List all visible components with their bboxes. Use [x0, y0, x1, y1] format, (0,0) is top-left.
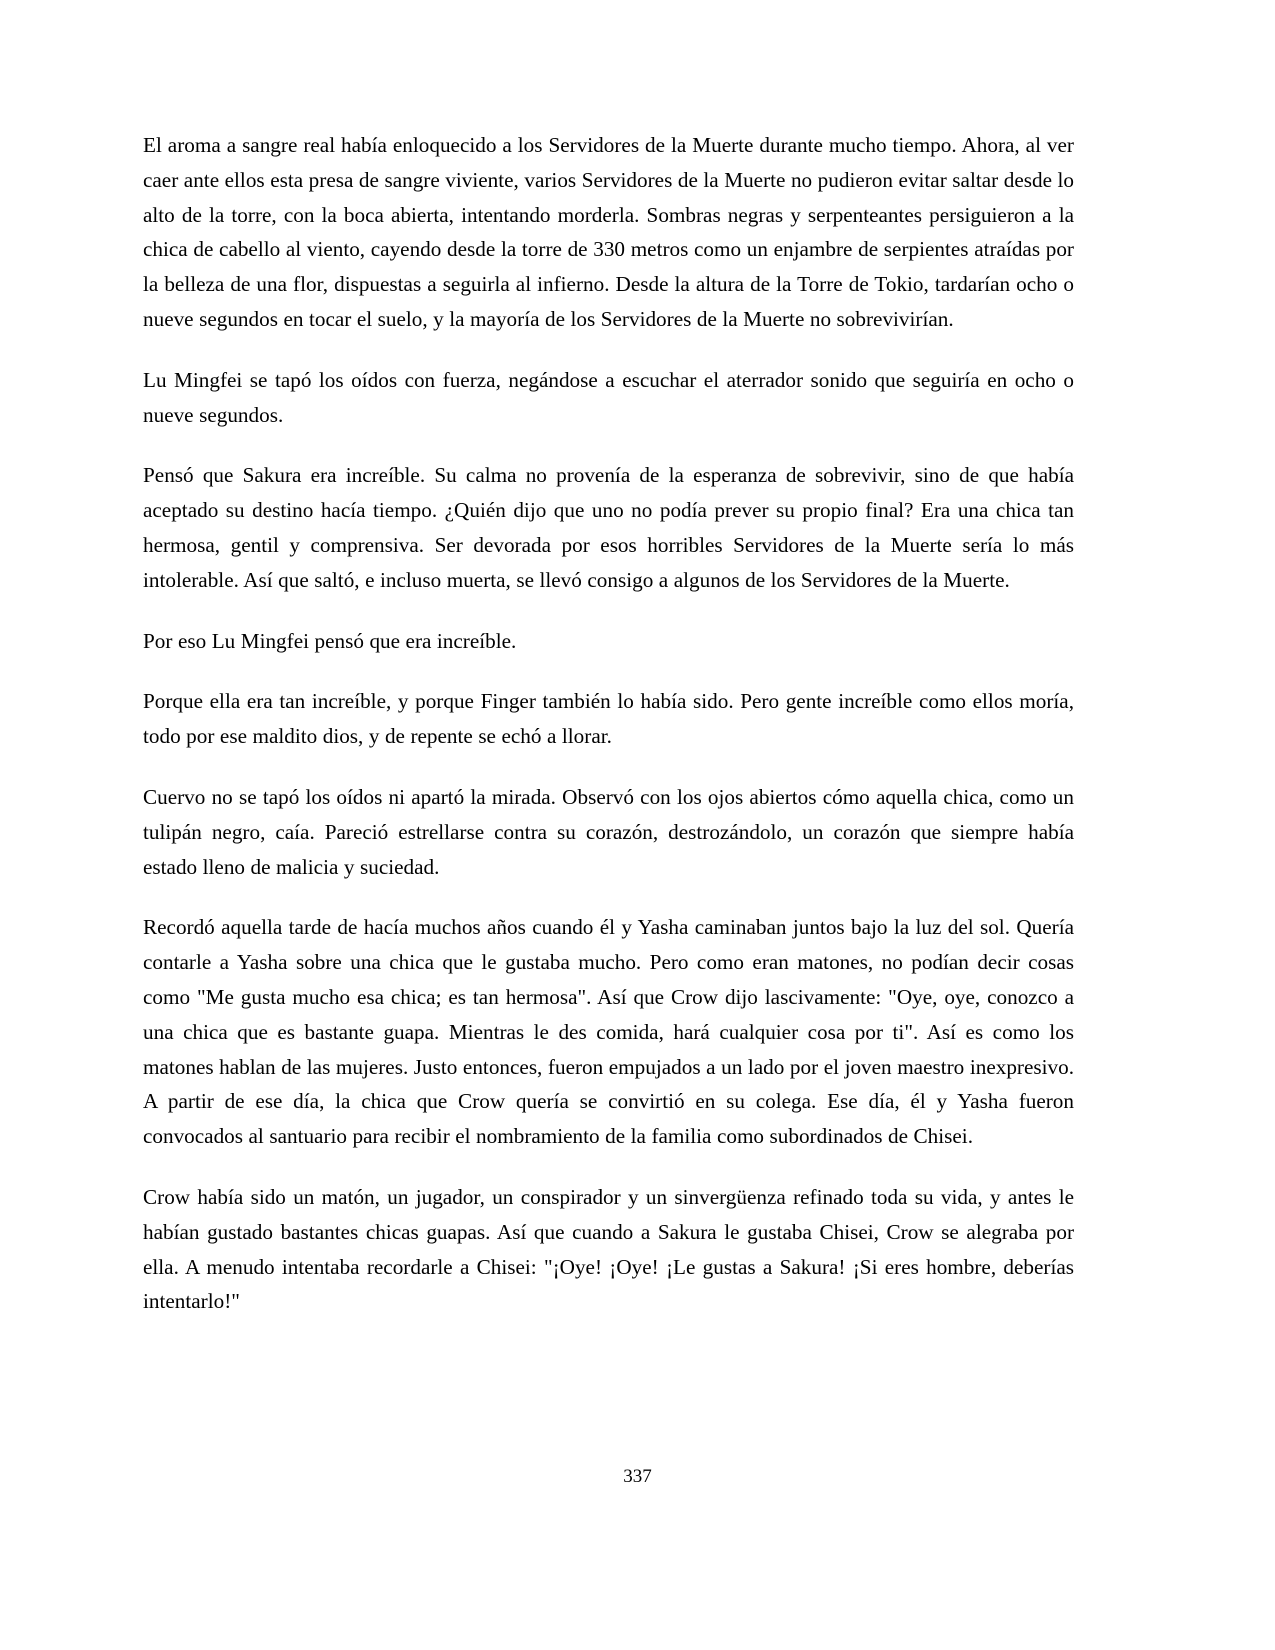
- paragraph: El aroma a sangre real había enloquecido a los Servidores de la Muerte durante mucho tiempo. Ahora, al ver caer ante ellos esta presa de sangre viviente, varios Servidores de la Muerte no pudieron evitar saltar desde lo alto de la torre, con la boca abierta, intentando morderla. Sombras negras y serpenteantes persiguieron a la chica de cabello al viento, cayendo desde la torre de 330 metros como un enjambre de serpientes atraídas por la belleza de una flor, dispuestas a seguirla al infierno. Desde la altura de la Torre de Tokio, tardarían ocho o nueve segundos en tocar el suelo, y la mayoría de los Servidores de la Muerte no sobrevivirían.: [143, 133, 1074, 331]
- paragraph: Recordó aquella tarde de hacía muchos años cuando él y Yasha caminaban juntos bajo la luz del sol. Quería contarle a Yasha sobre una chica que le gustaba mucho. Pero como eran matones, no podían decir cosas como "Me gusta mucho esa chica; es tan hermosa". Así que Crow dijo lascivamente: "Oye, oye, conozco a una chica que es bastante guapa. Mientras le des comida, hará cualquier cosa por ti". Así es como los matones hablan de las mujeres. Justo entonces, fueron empujados a un lado por el joven maestro inexpresivo. A partir de ese día, la chica que Crow quería se convirtió en su colega. Ese día, él y Yasha fueron convocados al santuario para recibir el nombramiento de la familia como subordinados de Chisei.: [143, 915, 1074, 1149]
- paragraph: Porque ella era tan increíble, y porque Finger también lo había sido. Pero gente increíble como ellos moría, todo por ese maldito dios, y de repente se echó a llorar.: [143, 689, 1074, 749]
- page-body-text: [143, 128, 1074, 1319]
- paragraph: Por eso Lu Mingfei pensó que era increíble.: [143, 628, 517, 653]
- paragraph: Crow había sido un matón, un jugador, un conspirador y un sinvergüenza refinado toda su vida, y antes le habían gustado bastantes chicas guapas. Así que cuando a Sakura le gustaba Chisei, Crow se alegraba por ella. A menudo intentaba recordarle a Chisei: "¡Oye! ¡Oye! ¡Le gustas a Sakura! ¡Si eres hombre, deberías intentarlo!": [143, 1184, 1074, 1314]
- paragraph: Lu Mingfei se tapó los oídos con fuerza, negándose a escuchar el aterrador sonido que seguiría en ocho o nueve segundos.: [143, 367, 1074, 427]
- paragraph: Pensó que Sakura era increíble. Su calma no provenía de la esperanza de sobrevivir, sino de que había aceptado su destino hacía tiempo. ¿Quién dijo que uno no podía prever su propio final? Era una chica tan hermosa, gentil y comprensiva. Ser devorada por esos horribles Servidores de la Muerte sería lo más intolerable. Así que saltó, e incluso muerta, se llevó consigo a algunos de los Servidores de la Muerte.: [143, 463, 1074, 592]
- page-number: 337: [623, 1466, 652, 1487]
- paragraph: Cuervo no se tapó los oídos ni apartó la mirada. Observó con los ojos abiertos cómo aquella chica, como un tulipán negro, caía. Pareció estrellarse contra su corazón, destrozándolo, un corazón que siempre había estado lleno de malicia y suciedad.: [143, 784, 1074, 879]
